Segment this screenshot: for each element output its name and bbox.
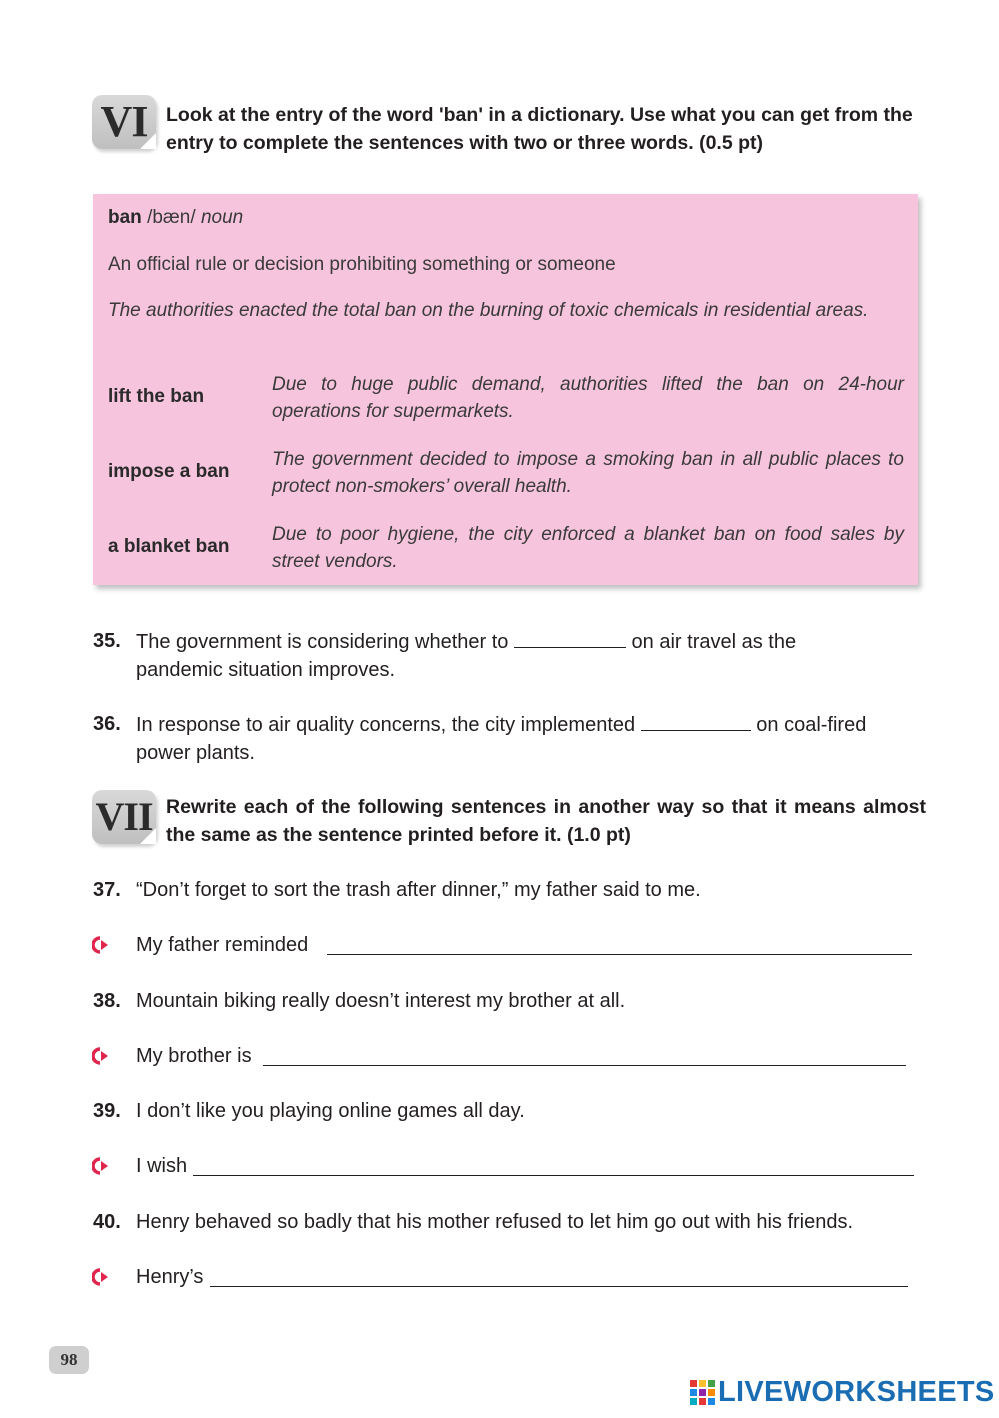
question-number: 40. (93, 1211, 121, 1233)
answer-line[interactable] (210, 1286, 908, 1287)
rewrite-prompt: I wish (136, 1155, 188, 1177)
fill-blank[interactable] (641, 710, 751, 731)
question-number: 35. (93, 630, 121, 652)
arrow-right-icon (92, 1155, 114, 1177)
collocation-term: impose a ban (108, 461, 230, 482)
arrow-right-icon (92, 1266, 114, 1288)
question-text (136, 627, 926, 684)
question-number: 38. (93, 990, 121, 1012)
section-badge-vii: VII (92, 790, 156, 844)
question-sentence: I don’t like you playing online games all day. (136, 1100, 525, 1122)
collocation-term: a blanket ban (108, 536, 230, 557)
question-text-before: The government is considering whether to (136, 631, 509, 653)
collocation-example: Due to huge public demand, authorities lifted the ban on 24-hour operations for supermarkets. (272, 374, 904, 422)
question-number: 37. (93, 879, 121, 901)
dict-headword: ban (108, 207, 142, 228)
question-sentence: “Don’t forget to sort the trash after dinner,” my father said to me. (136, 879, 701, 901)
dict-headline (108, 204, 243, 231)
question-text-continued: power plants. (136, 742, 255, 764)
answer-line[interactable] (327, 954, 912, 955)
answer-line[interactable] (193, 1175, 914, 1176)
question-text-after: on coal-fired (756, 714, 867, 736)
section-vi-instruction: Look at the entry of the word 'ban' in a dictionary. Use what you can get from the entry to complete the sentences with two or three words. (0.5 pt) (166, 104, 913, 154)
dict-example: The authorities enacted the total ban on the burning of toxic chemicals in residential areas. (108, 300, 869, 321)
question-sentence: Henry behaved so badly that his mother refused to let him go out with his friends. (136, 1211, 854, 1233)
collocation-term: lift the ban (108, 386, 205, 407)
rewrite-prompt: My father reminded (136, 934, 309, 956)
rewrite-prompt: My brother is (136, 1045, 252, 1067)
question-text-after: on air travel as the (631, 631, 797, 653)
page-number: 98 (60, 1350, 78, 1369)
question-text (136, 710, 936, 767)
collocation-example: The government decided to impose a smoking ban in all public places to protect non-smokers’ overall health. (272, 449, 904, 497)
liveworksheets-logo-icon (690, 1378, 716, 1410)
dict-pos: noun (200, 207, 244, 228)
section-badge-vi: VI (92, 95, 156, 149)
question-number: 36. (93, 713, 121, 735)
question-number: 39. (93, 1100, 121, 1122)
fill-blank[interactable] (514, 627, 626, 648)
collocation-example: Due to poor hygiene, the city enforced a blanket ban on food sales by street vendors. (272, 524, 904, 572)
answer-line[interactable] (263, 1065, 906, 1066)
page-number-badge (49, 1346, 89, 1374)
question-sentence: Mountain biking really doesn’t interest my brother at all. (136, 990, 626, 1012)
section-vii-instruction: Rewrite each of the following sentences in another way so that it means almost the same as the sentence printed before it. (1.0 pt) (166, 796, 926, 846)
question-text-before: In response to air quality concerns, the city implemented (136, 714, 636, 736)
arrow-right-icon (92, 934, 114, 956)
arrow-right-icon (92, 1045, 114, 1067)
dict-pronunciation: /bæn/ (147, 207, 196, 228)
dictionary-entry-box (93, 194, 918, 585)
brand-name: LIVEWORKSHEETS (718, 1376, 995, 1408)
question-text-continued: pandemic situation improves. (136, 659, 396, 681)
rewrite-prompt: Henry’s (136, 1266, 204, 1288)
dict-definition: An official rule or decision prohibiting something or someone (108, 254, 616, 275)
